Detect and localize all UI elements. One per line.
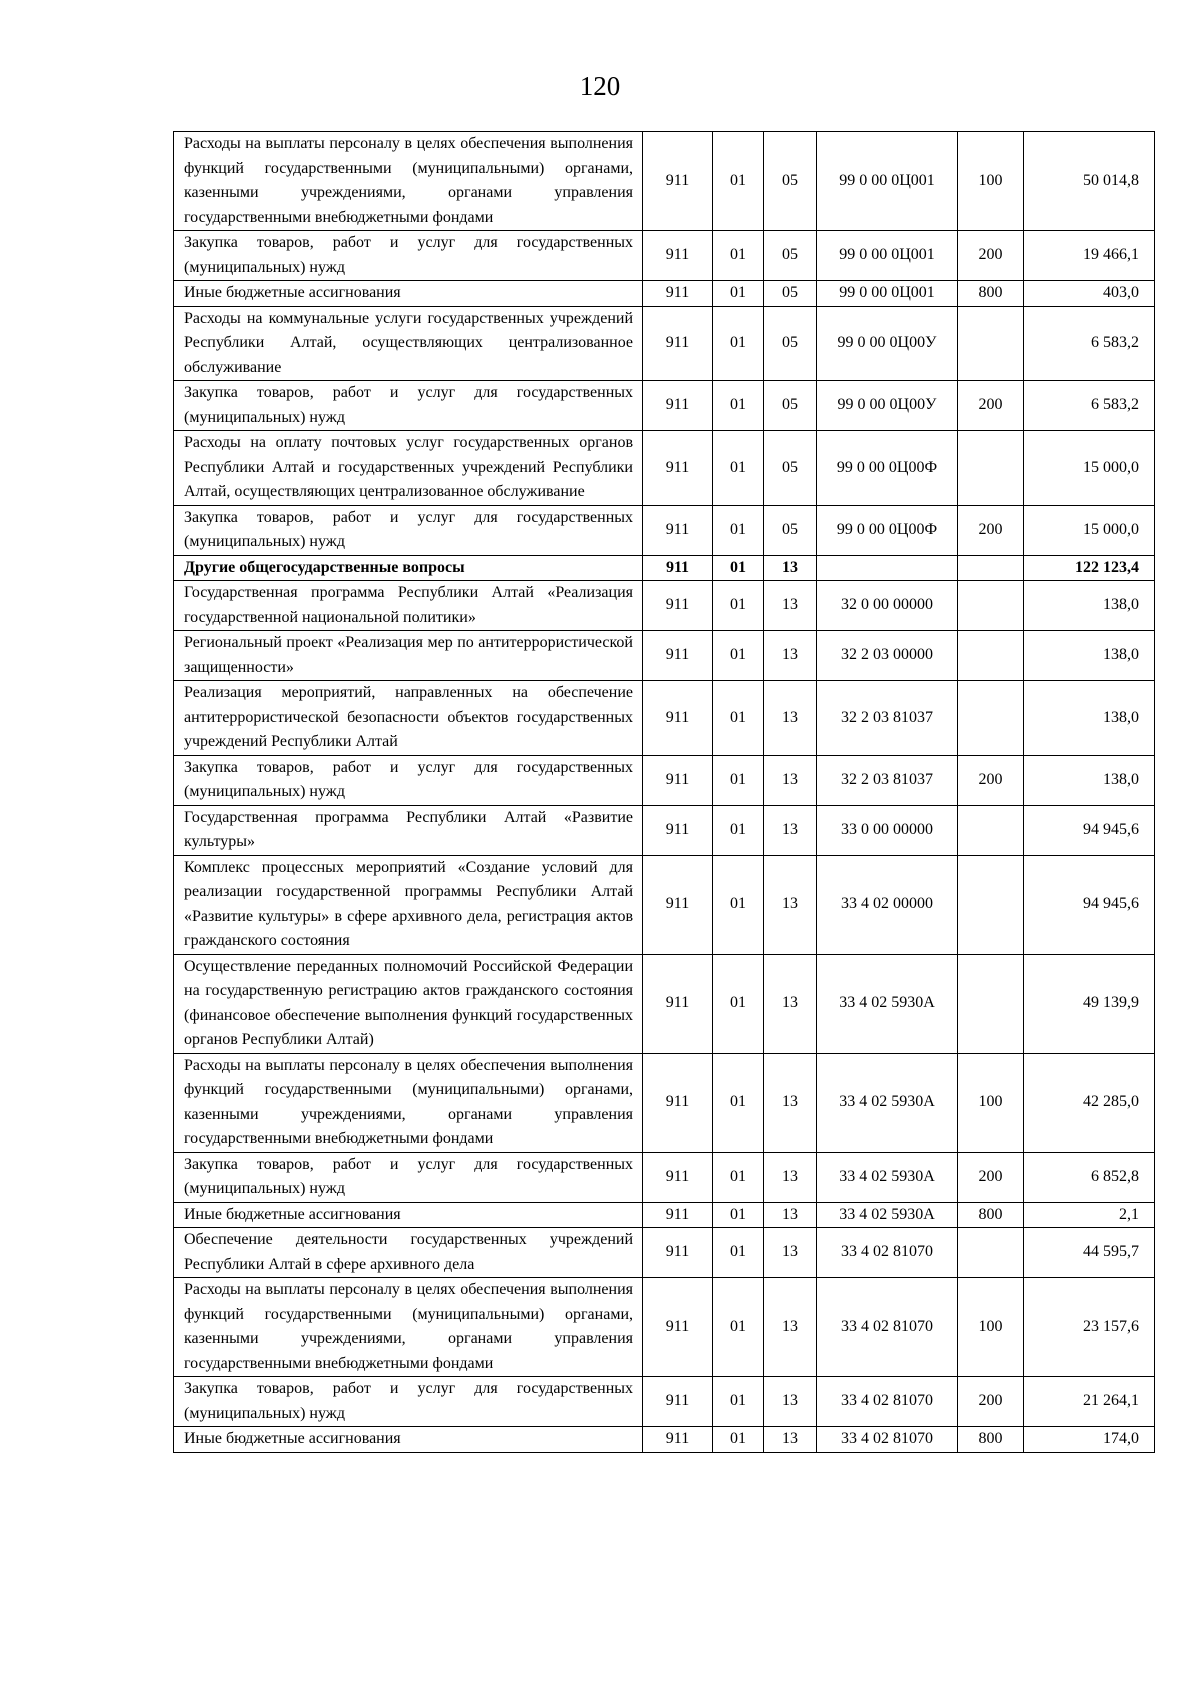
cell-target-article: 33 4 02 5930А — [817, 1152, 958, 1202]
cell-amount: 138,0 — [1024, 755, 1155, 805]
cell-admin-code: 911 — [643, 555, 713, 581]
cell-name: Иные бюджетные ассигнования — [174, 1202, 643, 1228]
cell-target-article: 99 0 00 0Ц00Ф — [817, 431, 958, 506]
cell-amount: 122 123,4 — [1024, 555, 1155, 581]
cell-amount: 6 583,2 — [1024, 306, 1155, 381]
cell-amount: 403,0 — [1024, 281, 1155, 307]
cell-section-code: 01 — [713, 381, 764, 431]
cell-admin-code: 911 — [643, 1427, 713, 1453]
cell-admin-code: 911 — [643, 581, 713, 631]
cell-target-article: 99 0 00 0Ц00Ф — [817, 505, 958, 555]
cell-target-article: 33 4 02 81070 — [817, 1377, 958, 1427]
cell-target-article: 99 0 00 0Ц001 — [817, 231, 958, 281]
cell-target-article: 33 4 02 5930А — [817, 1202, 958, 1228]
cell-target-article: 32 2 03 00000 — [817, 631, 958, 681]
cell-admin-code: 911 — [643, 1053, 713, 1152]
cell-section-code: 01 — [713, 555, 764, 581]
cell-admin-code: 911 — [643, 631, 713, 681]
cell-amount: 138,0 — [1024, 581, 1155, 631]
cell-section-code: 01 — [713, 1202, 764, 1228]
cell-section-code: 01 — [713, 581, 764, 631]
table-row — [174, 1152, 1155, 1202]
cell-amount: 94 945,6 — [1024, 855, 1155, 954]
cell-subsection-code: 13 — [764, 954, 817, 1053]
cell-target-article: 99 0 00 0Ц00У — [817, 381, 958, 431]
table-row — [174, 681, 1155, 756]
cell-amount: 2,1 — [1024, 1202, 1155, 1228]
cell-target-article: 32 2 03 81037 — [817, 755, 958, 805]
table-row — [174, 381, 1155, 431]
table-row — [174, 855, 1155, 954]
cell-section-code: 01 — [713, 805, 764, 855]
cell-subsection-code: 05 — [764, 505, 817, 555]
cell-admin-code: 911 — [643, 231, 713, 281]
cell-name: Закупка товаров, работ и услуг для государственных (муниципальных) нужд — [174, 1377, 643, 1427]
cell-expense-type: 800 — [958, 1202, 1024, 1228]
cell-subsection-code: 13 — [764, 1202, 817, 1228]
cell-amount: 19 466,1 — [1024, 231, 1155, 281]
cell-subsection-code: 05 — [764, 431, 817, 506]
cell-expense-type: 800 — [958, 1427, 1024, 1453]
cell-expense-type — [958, 681, 1024, 756]
table-row — [174, 281, 1155, 307]
cell-target-article: 33 4 02 81070 — [817, 1228, 958, 1278]
cell-name: Закупка товаров, работ и услуг для государственных (муниципальных) нужд — [174, 505, 643, 555]
cell-amount: 138,0 — [1024, 631, 1155, 681]
cell-expense-type: 100 — [958, 1053, 1024, 1152]
cell-subsection-code: 05 — [764, 132, 817, 231]
cell-amount: 6 852,8 — [1024, 1152, 1155, 1202]
cell-expense-type: 200 — [958, 1152, 1024, 1202]
cell-admin-code: 911 — [643, 1152, 713, 1202]
cell-name: Обеспечение деятельности государственных учреждений Республики Алтай в сфере архивного дела — [174, 1228, 643, 1278]
cell-amount: 174,0 — [1024, 1427, 1155, 1453]
cell-amount: 50 014,8 — [1024, 132, 1155, 231]
cell-subsection-code: 05 — [764, 231, 817, 281]
cell-section-code: 01 — [713, 681, 764, 756]
cell-expense-type: 100 — [958, 1278, 1024, 1377]
cell-subsection-code: 13 — [764, 681, 817, 756]
cell-expense-type — [958, 555, 1024, 581]
cell-subsection-code: 13 — [764, 1152, 817, 1202]
cell-subsection-code: 13 — [764, 755, 817, 805]
cell-section-code: 01 — [713, 306, 764, 381]
table-row — [174, 805, 1155, 855]
cell-name: Реализация мероприятий, направленных на обеспечение антитеррористической безопасности объектов государственных учреждений Республики Алтай — [174, 681, 643, 756]
cell-target-article: 33 0 00 00000 — [817, 805, 958, 855]
cell-admin-code: 911 — [643, 306, 713, 381]
cell-expense-type: 100 — [958, 132, 1024, 231]
cell-admin-code: 911 — [643, 1202, 713, 1228]
cell-expense-type — [958, 631, 1024, 681]
cell-amount: 15 000,0 — [1024, 505, 1155, 555]
cell-name: Осуществление переданных полномочий Российской Федерации на государственную регистрацию актов гражданского состояния (финансовое обеспечение выполнения функций государственных органов Республики Алтай) — [174, 954, 643, 1053]
cell-section-code: 01 — [713, 1228, 764, 1278]
cell-amount: 15 000,0 — [1024, 431, 1155, 506]
cell-admin-code: 911 — [643, 505, 713, 555]
cell-amount: 138,0 — [1024, 681, 1155, 756]
cell-name: Закупка товаров, работ и услуг для государственных (муниципальных) нужд — [174, 381, 643, 431]
table-row — [174, 431, 1155, 506]
cell-expense-type — [958, 855, 1024, 954]
cell-target-article: 33 4 02 5930А — [817, 1053, 958, 1152]
cell-name: Расходы на выплаты персоналу в целях обеспечения выполнения функций государственными (муниципальными) органами, казенными учреждениями, органами управления государственными внебюджетными фондами — [174, 132, 643, 231]
budget-table — [173, 131, 1155, 1453]
cell-section-code: 01 — [713, 281, 764, 307]
cell-expense-type: 800 — [958, 281, 1024, 307]
cell-admin-code: 911 — [643, 855, 713, 954]
cell-admin-code: 911 — [643, 1228, 713, 1278]
cell-amount: 94 945,6 — [1024, 805, 1155, 855]
cell-section-code: 01 — [713, 755, 764, 805]
cell-amount: 44 595,7 — [1024, 1228, 1155, 1278]
table-body — [174, 132, 1155, 1453]
cell-admin-code: 911 — [643, 281, 713, 307]
cell-section-code: 01 — [713, 954, 764, 1053]
cell-expense-type: 200 — [958, 505, 1024, 555]
cell-subsection-code: 13 — [764, 581, 817, 631]
cell-amount: 21 264,1 — [1024, 1377, 1155, 1427]
cell-target-article: 32 2 03 81037 — [817, 681, 958, 756]
cell-section-code: 01 — [713, 1152, 764, 1202]
cell-amount: 23 157,6 — [1024, 1278, 1155, 1377]
cell-expense-type: 200 — [958, 1377, 1024, 1427]
cell-subsection-code: 05 — [764, 306, 817, 381]
cell-admin-code: 911 — [643, 132, 713, 231]
cell-name: Расходы на выплаты персоналу в целях обеспечения выполнения функций государственными (муниципальными) органами, казенными учреждениями, органами управления государственными внебюджетными фондами — [174, 1053, 643, 1152]
cell-admin-code: 911 — [643, 381, 713, 431]
cell-section-code: 01 — [713, 1053, 764, 1152]
cell-admin-code: 911 — [643, 805, 713, 855]
cell-expense-type — [958, 954, 1024, 1053]
cell-admin-code: 911 — [643, 1278, 713, 1377]
cell-subsection-code: 05 — [764, 281, 817, 307]
cell-name: Региональный проект «Реализация мер по антитеррористической защищенности» — [174, 631, 643, 681]
cell-subsection-code: 13 — [764, 1427, 817, 1453]
table-row — [174, 581, 1155, 631]
cell-name: Государственная программа Республики Алтай «Реализация государственной национальной политики» — [174, 581, 643, 631]
cell-section-code: 01 — [713, 505, 764, 555]
cell-section-code: 01 — [713, 1427, 764, 1453]
cell-name: Иные бюджетные ассигнования — [174, 1427, 643, 1453]
cell-subsection-code: 13 — [764, 1228, 817, 1278]
cell-subsection-code: 13 — [764, 1377, 817, 1427]
table-row — [174, 1377, 1155, 1427]
cell-target-article: 99 0 00 0Ц001 — [817, 132, 958, 231]
cell-subsection-code: 13 — [764, 855, 817, 954]
cell-amount: 49 139,9 — [1024, 954, 1155, 1053]
cell-admin-code: 911 — [643, 1377, 713, 1427]
table-row — [174, 1427, 1155, 1453]
cell-target-article: 32 0 00 00000 — [817, 581, 958, 631]
cell-section-code: 01 — [713, 132, 764, 231]
cell-name: Расходы на выплаты персоналу в целях обеспечения выполнения функций государственными (муниципальными) органами, казенными учреждениями, органами управления государственными внебюджетными фондами — [174, 1278, 643, 1377]
table-row — [174, 505, 1155, 555]
cell-expense-type — [958, 306, 1024, 381]
cell-section-code: 01 — [713, 1377, 764, 1427]
cell-expense-type — [958, 805, 1024, 855]
cell-name: Иные бюджетные ассигнования — [174, 281, 643, 307]
cell-target-article — [817, 555, 958, 581]
cell-expense-type — [958, 431, 1024, 506]
cell-target-article: 33 4 02 81070 — [817, 1427, 958, 1453]
cell-target-article: 33 4 02 81070 — [817, 1278, 958, 1377]
cell-subsection-code: 13 — [764, 1278, 817, 1377]
cell-target-article: 99 0 00 0Ц00У — [817, 306, 958, 381]
cell-name: Закупка товаров, работ и услуг для государственных (муниципальных) нужд — [174, 1152, 643, 1202]
table-row — [174, 1202, 1155, 1228]
cell-section-code: 01 — [713, 631, 764, 681]
cell-amount: 6 583,2 — [1024, 381, 1155, 431]
table-row — [174, 132, 1155, 231]
cell-expense-type: 200 — [958, 381, 1024, 431]
cell-target-article: 33 4 02 5930А — [817, 954, 958, 1053]
cell-target-article: 99 0 00 0Ц001 — [817, 281, 958, 307]
cell-section-code: 01 — [713, 431, 764, 506]
cell-subsection-code: 13 — [764, 555, 817, 581]
cell-subsection-code: 13 — [764, 1053, 817, 1152]
cell-admin-code: 911 — [643, 681, 713, 756]
cell-expense-type: 200 — [958, 231, 1024, 281]
cell-name: Закупка товаров, работ и услуг для государственных (муниципальных) нужд — [174, 755, 643, 805]
table-row — [174, 231, 1155, 281]
cell-section-code: 01 — [713, 231, 764, 281]
cell-subsection-code: 05 — [764, 381, 817, 431]
table-row — [174, 1228, 1155, 1278]
cell-expense-type — [958, 581, 1024, 631]
cell-admin-code: 911 — [643, 755, 713, 805]
cell-admin-code: 911 — [643, 954, 713, 1053]
table-row — [174, 631, 1155, 681]
cell-expense-type: 200 — [958, 755, 1024, 805]
cell-section-code: 01 — [713, 855, 764, 954]
table-row — [174, 755, 1155, 805]
cell-admin-code: 911 — [643, 431, 713, 506]
cell-subsection-code: 13 — [764, 631, 817, 681]
cell-subsection-code: 13 — [764, 805, 817, 855]
cell-name: Другие общегосударственные вопросы — [174, 555, 643, 581]
page-number: 120 — [579, 71, 621, 101]
cell-name: Государственная программа Республики Алтай «Развитие культуры» — [174, 805, 643, 855]
table-row — [174, 555, 1155, 581]
table-row — [174, 954, 1155, 1053]
cell-name: Расходы на оплату почтовых услуг государственных органов Республики Алтай и государственных учреждений Республики Алтай, осуществляющих централизованное обслуживание — [174, 431, 643, 506]
table-row — [174, 1053, 1155, 1152]
table-row — [174, 306, 1155, 381]
table-row — [174, 1278, 1155, 1377]
cell-section-code: 01 — [713, 1278, 764, 1377]
cell-name: Расходы на коммунальные услуги государственных учреждений Республики Алтай, осуществляющих централизованное обслуживание — [174, 306, 643, 381]
cell-name: Закупка товаров, работ и услуг для государственных (муниципальных) нужд — [174, 231, 643, 281]
cell-amount: 42 285,0 — [1024, 1053, 1155, 1152]
cell-name: Комплекс процессных мероприятий «Создание условий для реализации государственной программы Республики Алтай «Развитие культуры» в сфере архивного дела, регистрация актов гражданского состояния — [174, 855, 643, 954]
cell-expense-type — [958, 1228, 1024, 1278]
cell-target-article: 33 4 02 00000 — [817, 855, 958, 954]
